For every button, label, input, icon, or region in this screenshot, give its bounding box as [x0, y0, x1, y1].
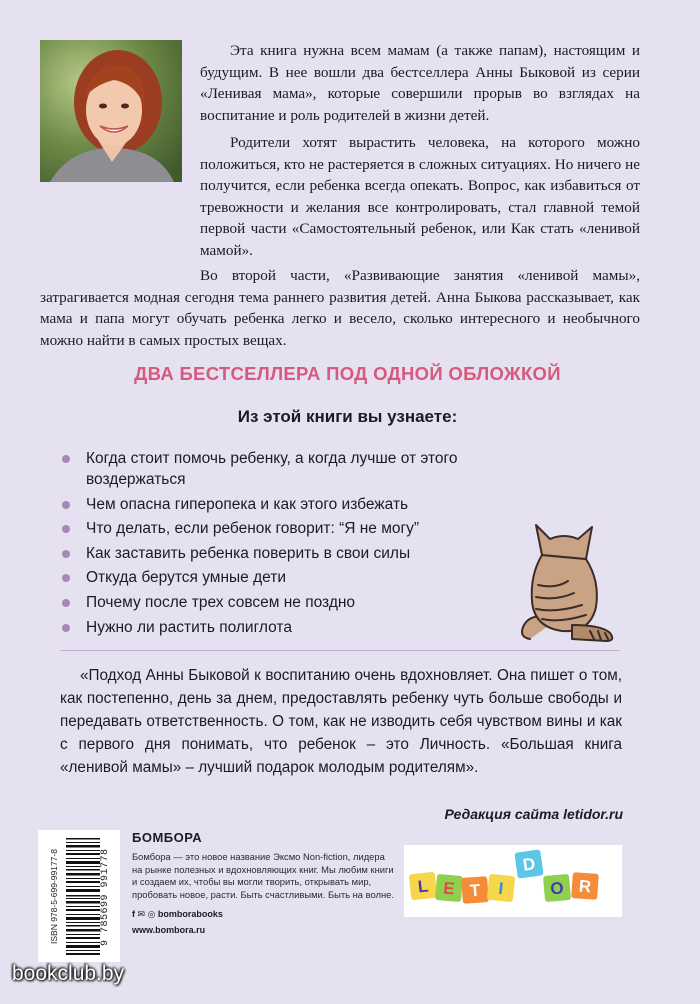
intro-paragraph-2: Родители хотят вырастить человека, на которого можно положиться, кто не растеряется в сложных ситуациях. Но ничего не получится, если ребенка всегда опекать. Вопрос, как избавиться от тревожности и желания все контролировать, стал главной темой первой части «Самостоятельный ребенок, или Как стать «ленивой мамой».	[200, 134, 640, 259]
svg-text:T: T	[469, 880, 481, 901]
bullet-icon	[62, 455, 70, 463]
list-item: Как заставить ребенка поверить в свои силы	[60, 543, 530, 564]
cat-illustration-icon	[512, 515, 622, 643]
publisher-brand: БОМБОРА	[132, 830, 203, 845]
bullet-icon	[62, 599, 70, 607]
letidor-logo	[404, 845, 622, 917]
bullet-icon	[62, 501, 70, 509]
svg-text:O: O	[549, 878, 565, 899]
publisher-social: f ✉ ◎ bomborabooks	[132, 909, 223, 920]
list-item: Когда стоит помочь ребенку, а когда лучше от этого воздержаться	[60, 448, 530, 490]
section-divider	[60, 650, 620, 651]
bullet-icon	[62, 574, 70, 582]
isbn-number: ISBN 978-5-699-99177-8	[49, 849, 59, 945]
quote-credit: Редакция сайта letidor.ru	[444, 806, 623, 822]
list-item: Чем опасна гиперопека и как этого избежать	[60, 494, 530, 515]
topics-list	[60, 448, 530, 641]
svg-text:I: I	[497, 878, 505, 899]
publisher-description: Бомбора — это новое название Эксмо Non-fiction, лидера на рынке полезных и вдохновляющих книг. Мы любим книги и создаем их, чтобы вы могли творить, открывать мир, пробовать новое, расти. Быть счастливыми. Быть на волне.	[132, 851, 394, 900]
barcode-digits: 9 785699 991778	[100, 848, 111, 946]
bestsellers-headline: ДВА БЕСТСЕЛЛЕРА ПОД ОДНОЙ ОБЛОЖКОЙ	[134, 363, 561, 384]
bullet-icon	[62, 525, 70, 533]
barcode-icon	[64, 838, 100, 956]
svg-text:E: E	[442, 878, 456, 899]
list-item: Почему после трех совсем не поздно	[60, 592, 530, 613]
learn-subheading: Из этой книги вы узнаете:	[237, 407, 458, 426]
intro-text	[40, 40, 640, 351]
list-item: Нужно ли растить полиглота	[60, 617, 530, 638]
intro-paragraph-1: Эта книга нужна всем мамам (а также папам), настоящим и будущим. В нее вошли два бестселлера Анны Быковой из серии «Ленивая мама», которые совершили прорыв во взглядах на воспитание и роль родителей в жизни детей.	[200, 42, 640, 124]
review-quote: «Подход Анны Быковой к воспитанию очень вдохновляет. Она пишет о том, как постепенно, день за днем, предоставлять ребенку чуть больше свободы и передавать ответственность. О том, как не изводить себя чувством вины и как с первого дня понимать, что ребенок – это Личность. «Большая книга «ленивой мамы» – лучший подарок молодым родителям».	[60, 667, 622, 776]
publisher-block	[132, 830, 394, 935]
svg-text:L: L	[416, 876, 430, 897]
svg-text:D: D	[521, 854, 537, 875]
list-item: Откуда берутся умные дети	[60, 567, 530, 588]
publisher-website: www.bombora.ru	[132, 925, 206, 936]
watermark-text: bookclub.by	[12, 962, 125, 985]
intro-paragraph-3: Во второй части, «Развивающие занятия «ленивой мамы», затрагивается модная сегодня тема раннего развития детей. Анна Быкова рассказывает, как мама и папа могут обучать ребенка легко и весело, сколько интересного и необычного можно найти в самых простых вещах.	[40, 267, 640, 349]
bullet-icon	[62, 624, 70, 632]
list-item: Что делать, если ребенок говорит: “Я не могу”	[60, 518, 530, 539]
svg-text:R: R	[578, 876, 592, 897]
bullet-icon	[62, 550, 70, 558]
